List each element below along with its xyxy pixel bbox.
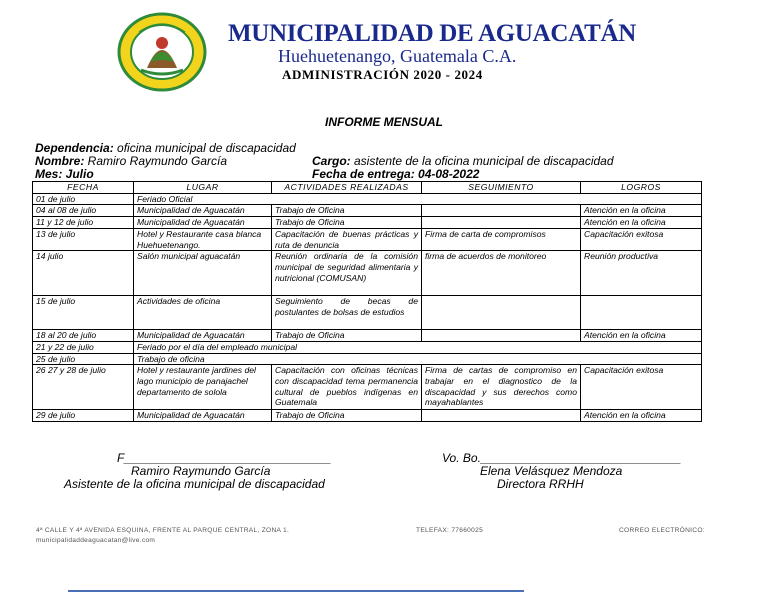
cargo-line <box>312 154 614 168</box>
cell-merged: Feriado Oficial <box>134 193 702 205</box>
cell-fecha: 15 de julio <box>33 296 134 330</box>
cell-lugar: Municipalidad de Aguacatán <box>134 410 272 422</box>
cell-actividades: Reunión ordinaria de la comisión municipal de seguridad alimentaria y nutricional (COMUSAN) <box>272 251 422 296</box>
municipality-location: Huehuetenango, Guatemala C.A. <box>278 46 517 66</box>
signer-name-right: Elena Velásquez Mendoza <box>480 464 623 478</box>
cell-actividades: Capacitación de buenas prácticas y ruta de denuncia <box>272 228 422 250</box>
cell-logros: Atención en la oficina <box>581 217 702 229</box>
table-header-row <box>33 182 702 194</box>
footer-address: 4ª CALLE Y 4ª AVENIDA ESQUINA, FRENTE AL PARQUE CENTRAL, ZONA 1. <box>36 527 290 534</box>
footer-email: municipalidaddeaguacatan@live.com <box>36 537 156 544</box>
cell-logros: Reunión productiva <box>581 251 702 296</box>
cell-fecha: 13 de julio <box>33 228 134 250</box>
cell-actividades: Trabajo de Oficina <box>272 217 422 229</box>
col-header-fecha: FECHA <box>33 182 134 194</box>
cell-seguimiento: Firma de cartas de compromiso en trabajar en el diagnostico de la discapacidad y sus derechos como mayahablantes <box>422 365 581 410</box>
dependencia-line <box>35 141 296 155</box>
fecha-entrega-line <box>312 167 479 181</box>
cell-fecha: 04 al 08 de julio <box>33 205 134 217</box>
col-header-logros: LOGROS <box>581 182 702 194</box>
col-header-seguimiento: SEGUIMIENTO <box>422 182 581 194</box>
cell-logros: Atención en la oficina <box>581 330 702 342</box>
nombre-line <box>35 154 227 168</box>
report-title: INFORME MENSUAL <box>325 115 443 129</box>
signer-title-left: Asistente de la oficina municipal de discapacidad <box>64 477 325 491</box>
cell-seguimiento <box>422 330 581 342</box>
nombre-value: Ramiro Raymundo García <box>84 154 228 168</box>
cell-fecha: 26 27 y 28 de julio <box>33 365 134 410</box>
table-row <box>33 217 702 229</box>
cell-fecha: 18 al 20 de julio <box>33 330 134 342</box>
cell-seguimiento <box>422 410 581 422</box>
cell-lugar: Salón municipal aguacatán <box>134 251 272 296</box>
dependencia-value: oficina municipal de discapacidad <box>113 141 296 155</box>
footer-email-label: CORREO ELECTRÓNICO: <box>619 527 705 534</box>
footer-rule <box>68 590 524 592</box>
mes-label: Mes: Julio <box>35 167 94 181</box>
cell-lugar: Hotel y restaurante jardines del lago municipio de panajachel departamento de solola <box>134 365 272 410</box>
cell-fecha: 25 de julio <box>33 353 134 365</box>
cell-merged: Feriado por el día del empleado municipal <box>134 341 702 353</box>
table-row <box>33 341 702 353</box>
table-row <box>33 251 702 296</box>
cell-logros: Capacitación exitosa <box>581 365 702 410</box>
cell-seguimiento: Firma de carta de compromisos <box>422 228 581 250</box>
signer-name-left: Ramiro Raymundo García <box>131 464 271 478</box>
table-row <box>33 410 702 422</box>
cell-fecha: 21 y 22 de julio <box>33 341 134 353</box>
signature-line-left: F_______________________________ <box>117 451 332 465</box>
table-row <box>33 353 702 365</box>
cell-actividades: Trabajo de Oficina <box>272 330 422 342</box>
nombre-label: Nombre: <box>35 154 85 168</box>
signer-title-right: Directora RRHH <box>497 477 584 491</box>
cell-seguimiento <box>422 205 581 217</box>
municipal-seal-logo <box>117 12 207 92</box>
table-row <box>33 365 702 410</box>
cell-seguimiento: firma de acuerdos de monitoreo <box>422 251 581 296</box>
cell-actividades: Trabajo de Oficina <box>272 205 422 217</box>
footer-phone: TELEFAX: 77660025 <box>416 527 484 534</box>
cell-lugar: Actividades de oficina <box>134 296 272 330</box>
cell-fecha: 14 julio <box>33 251 134 296</box>
col-header-lugar: LUGAR <box>134 182 272 194</box>
cargo-value: asistente de la oficina municipal de discapacidad <box>350 154 614 168</box>
table-row <box>33 296 702 330</box>
cell-actividades: Seguimiento de becas de postulantes de bolsas de estudios <box>272 296 422 330</box>
cell-actividades: Trabajo de Oficina <box>272 410 422 422</box>
col-header-actividades: ACTIVIDADES REALIZADAS <box>272 182 422 194</box>
fecha-entrega-label: Fecha de entrega: 04-08-2022 <box>312 167 480 181</box>
cell-lugar: Hotel y Restaurante casa blanca Huehuetenango. <box>134 228 272 250</box>
cell-fecha: 01 de julio <box>33 193 134 205</box>
cargo-label: Cargo: <box>312 154 351 168</box>
cell-logros: Atención en la oficina <box>581 410 702 422</box>
cell-logros: Capacitación exitosa <box>581 228 702 250</box>
table-row <box>33 228 702 250</box>
cell-seguimiento <box>422 296 581 330</box>
municipality-title: MUNICIPALIDAD DE AGUACATÁN <box>228 20 636 47</box>
cell-lugar: Municipalidad de Aguacatán <box>134 217 272 229</box>
table-row <box>33 205 702 217</box>
dependencia-label: Dependencia: <box>35 141 114 155</box>
cell-lugar: Municipalidad de Aguacatán <box>134 330 272 342</box>
cell-actividades: Capacitación con oficinas técnicas con discapacidad tema permanencia cultural de pueblos indígenas en Guatemala <box>272 365 422 410</box>
mes-line <box>35 167 94 181</box>
cell-logros <box>581 296 702 330</box>
cell-logros: Atención en la oficina <box>581 205 702 217</box>
administration-period: ADMINISTRACIÓN 2020 - 2024 <box>282 67 483 82</box>
table-row <box>33 193 702 205</box>
cell-seguimiento <box>422 217 581 229</box>
activities-table <box>32 181 702 422</box>
cell-lugar: Municipalidad de Aguacatán <box>134 205 272 217</box>
table-row <box>33 330 702 342</box>
signature-line-right: Vo. Bo.______________________________ <box>442 451 682 465</box>
cell-fecha: 29 de julio <box>33 410 134 422</box>
cell-fecha: 11 y 12 de julio <box>33 217 134 229</box>
cell-merged: Trabajo de oficina <box>134 353 702 365</box>
